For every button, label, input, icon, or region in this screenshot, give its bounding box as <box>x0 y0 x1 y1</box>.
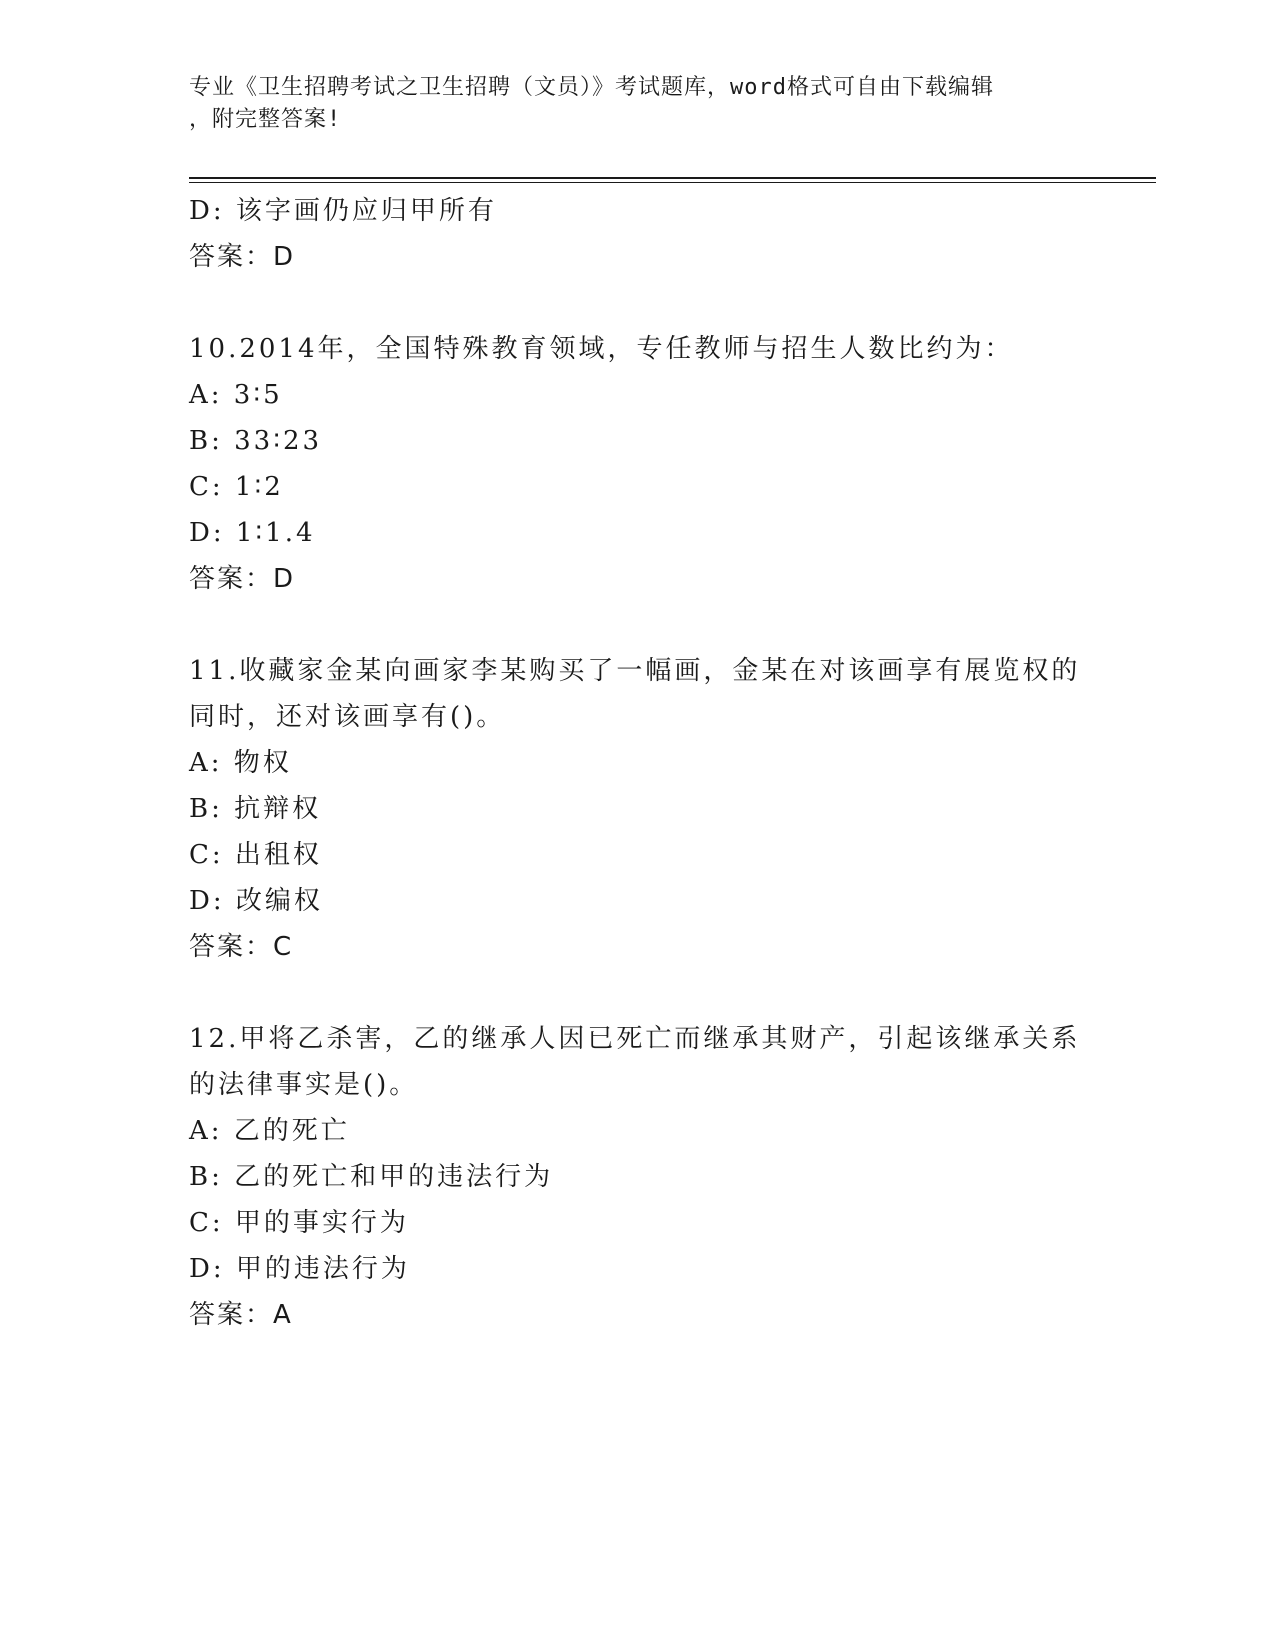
question-11 <box>189 648 1089 970</box>
question-stem: 12.甲将乙杀害，乙的继承人因已死亡而继承其财产，引起该继承关系 <box>189 1024 1081 1054</box>
question-stem-continued: 同时，还对该画享有()。 <box>189 702 506 732</box>
answer-line: 答案：D <box>189 564 296 594</box>
option-a: A: 3∶5 <box>189 380 283 410</box>
spacer <box>189 602 1089 648</box>
option-c: C: 甲的事实行为 <box>189 1208 409 1238</box>
question-list <box>189 188 1089 1338</box>
header-line-2: ，附完整答案! <box>189 107 342 132</box>
question-stem: 10.2014年，全国特殊教育领域，专任教师与招生人数比约为： <box>189 334 1014 364</box>
header-divider-thick <box>189 177 1156 179</box>
spacer <box>189 280 1089 326</box>
option-b: B: 抗辩权 <box>189 794 322 824</box>
header-divider-thin <box>189 182 1156 183</box>
option-a: A: 物权 <box>189 748 292 778</box>
spacer <box>189 970 1089 1016</box>
option-c: C: 1∶2 <box>189 472 284 502</box>
question-10 <box>189 326 1089 602</box>
option-a: A: 乙的死亡 <box>189 1116 350 1146</box>
option-c: C: 出租权 <box>189 840 322 870</box>
header-line-1: 专业《卫生招聘考试之卫生招聘（文员）》考试题库，word格式可自由下载编辑 <box>189 75 994 100</box>
question-stem: 11.收藏家金某向画家李某购买了一幅画，金某在对该画享有展览权的 <box>189 656 1081 686</box>
answer-line: 答案：A <box>189 1300 293 1330</box>
option-d: D: 1∶1.4 <box>189 518 316 548</box>
option-d: D: 改编权 <box>189 886 323 916</box>
answer-line: 答案：D <box>189 242 296 272</box>
question-12 <box>189 1016 1089 1338</box>
question-stem-continued: 的法律事实是()。 <box>189 1070 419 1100</box>
option-b: B: 乙的死亡和甲的违法行为 <box>189 1162 554 1192</box>
option-b: B: 33∶23 <box>189 426 323 456</box>
previous-question-tail <box>189 188 1089 280</box>
document-header <box>189 72 1089 136</box>
answer-line: 答案：C <box>189 932 294 962</box>
option-d: D: 甲的违法行为 <box>189 1254 410 1284</box>
option-d: D: 该字画仍应归甲所有 <box>189 196 497 226</box>
